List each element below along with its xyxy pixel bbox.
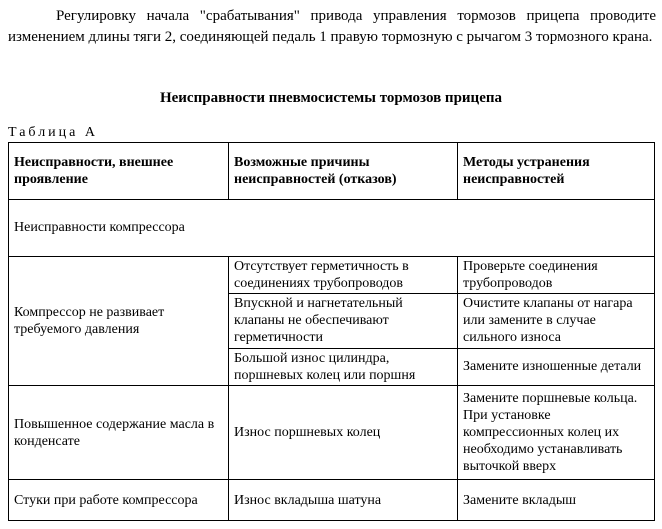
header-remedies: Методы устранения неисправностей <box>458 143 655 200</box>
intro-text: Регулировку начала "срабатывания" привода управления тормозов прицепа проводите изменением длины тяги 2, соединяющей педаль 1 правую тормозную с рычагом 3 тормозного крана. <box>8 8 656 45</box>
table-row <box>9 480 655 521</box>
remedy-cell: Замените изношенные детали <box>458 348 655 385</box>
cause-cell: Отсутствует герметичность в соединениях трубопроводов <box>229 256 458 293</box>
table-header-row <box>9 143 655 200</box>
cause-cell: Впускной и нагнетательный клапаны не обеспечивают герметичности <box>229 293 458 348</box>
remedy-cell: Проверьте соединения трубопроводов <box>458 256 655 293</box>
table-caption: Таблица А <box>8 125 98 140</box>
faults-table <box>8 142 655 521</box>
intro-paragraph <box>8 6 656 48</box>
cause-cell: Износ поршневых колец <box>229 386 458 480</box>
header-faults: Неисправности, внешнее проявление <box>9 143 229 200</box>
remedy-cell: Замените вкладыш <box>458 480 655 521</box>
table-row <box>9 256 655 293</box>
fault-cell: Стуки при работе компрессора <box>9 480 229 521</box>
remedy-cell: Замените поршневые кольца. При установке компрессионных колец их необходимо устанавливать выточкой вверх <box>458 386 655 480</box>
header-causes: Возможные причины неисправностей (отказов) <box>229 143 458 200</box>
cause-cell: Износ вкладыша шатуна <box>229 480 458 521</box>
fault-cell: Повышенное содержание масла в конденсате <box>9 386 229 480</box>
section-heading: Неисправности пневмосистемы тормозов прицепа <box>159 90 503 106</box>
table-row <box>9 386 655 480</box>
section-title: Неисправности компрессора <box>9 199 655 256</box>
section-row <box>9 199 655 256</box>
remedy-cell: Очистите клапаны от нагара или замените в случае сильного износа <box>458 293 655 348</box>
cause-cell: Большой износ цилиндра, поршневых колец или поршня <box>229 348 458 385</box>
fault-cell: Компрессор не развивает требуемого давления <box>9 256 229 386</box>
